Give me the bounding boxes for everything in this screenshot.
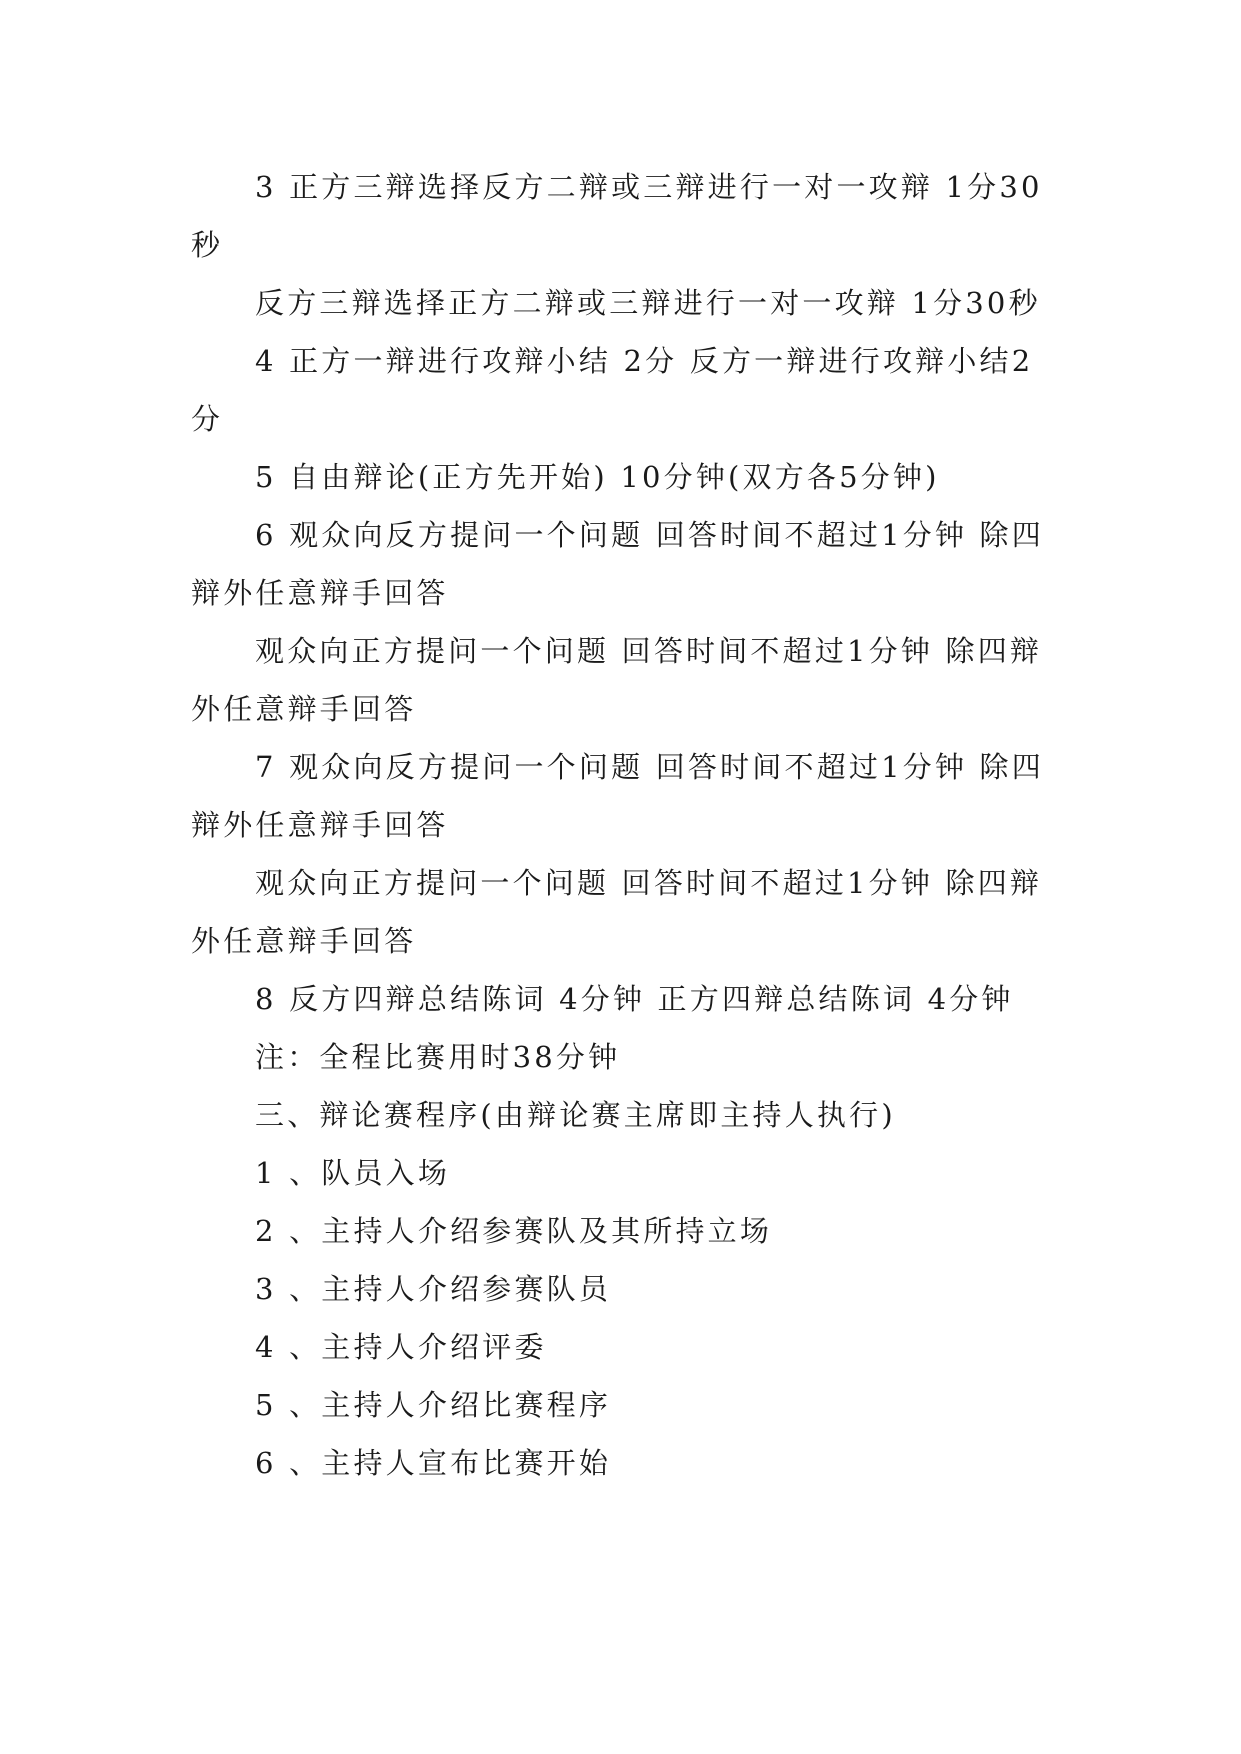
procedure-step-2: 2 、主持人介绍参赛队及其所持立场 bbox=[255, 1214, 773, 1248]
paragraph-6: 观众向正方提问一个问题 回答时间不超过1分钟 除四辩外任意辩手回答 bbox=[191, 634, 1043, 726]
paragraph-4: 5 自由辩论(正方先开始) 10分钟(双方各5分钟) bbox=[255, 460, 940, 494]
paragraph-5: 6 观众向反方提问一个问题 回答时间不超过1分钟 除四辩外任意辩手回答 bbox=[191, 518, 1044, 610]
document-body bbox=[191, 158, 1051, 1492]
paragraph-7: 7 观众向反方提问一个问题 回答时间不超过1分钟 除四辩外任意辩手回答 bbox=[191, 750, 1044, 842]
procedure-step-1: 1 、队员入场 bbox=[255, 1156, 451, 1190]
paragraph-9: 8 反方四辩总结陈词 4分钟 正方四辩总结陈词 4分钟 bbox=[255, 982, 1014, 1016]
paragraph-2: 反方三辩选择正方二辩或三辩进行一对一攻辩 1分30秒 bbox=[255, 286, 1041, 320]
procedure-step-4: 4 、主持人介绍评委 bbox=[255, 1330, 547, 1364]
procedure-step-5: 5 、主持人介绍比赛程序 bbox=[255, 1388, 612, 1422]
paragraph-3: 4 正方一辩进行攻辩小结 2分 反方一辩进行攻辩小结2分 bbox=[191, 344, 1034, 436]
procedure-step-3: 3 、主持人介绍参赛队员 bbox=[255, 1272, 612, 1306]
note-paragraph: 注：全程比赛用时38分钟 bbox=[255, 1040, 621, 1074]
procedure-step-6: 6 、主持人宣布比赛开始 bbox=[255, 1446, 612, 1480]
paragraph-1: 3 正方三辩选择反方二辩或三辩进行一对一攻辩 1分30秒 bbox=[191, 170, 1043, 262]
paragraph-8: 观众向正方提问一个问题 回答时间不超过1分钟 除四辩外任意辩手回答 bbox=[191, 866, 1043, 958]
section-heading: 三、辩论赛程序(由辩论赛主席即主持人执行) bbox=[255, 1098, 896, 1132]
